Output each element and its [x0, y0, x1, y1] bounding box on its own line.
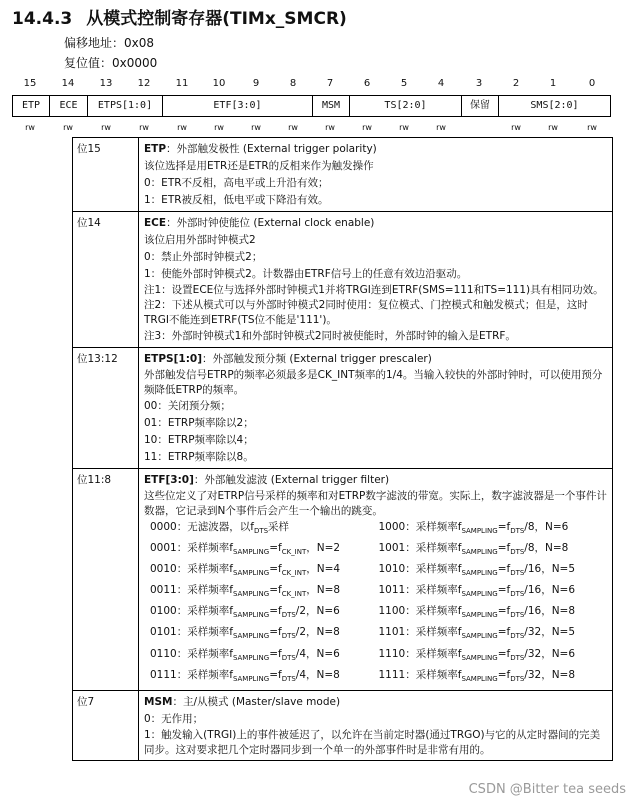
section-title [12, 4, 347, 29]
reset-value: 复位值：0x0000 [64, 56, 158, 70]
access-type: rw [139, 123, 149, 132]
desc-line: 1：触发输入(TRGI)上的事件被延迟了，以允许在当前定时器(通过TRGO)与它的从定时器间的完美同步。这对要求把几个定时器同步到一个单一的外部事件时是非常有用的。 [144, 728, 601, 756]
access-type: rw [214, 123, 224, 132]
bit-number: 2 [512, 78, 520, 89]
desc-line: 10：ETRP频率除以4； [144, 434, 254, 446]
filter-entry: 1111：采样频率$f_{SAMPLING}=f_{DTS}/32$，N=8 [378, 668, 576, 683]
bit-number: 1 [549, 78, 557, 89]
access-type: rw [177, 123, 187, 132]
desc-line: 外部触发信号ETRP的频率必须最多是CK_INT频率的1/4。当输入较快的外部时钟时，可以使用预分频降低ETRP的频率。 [144, 369, 603, 396]
access-row [12, 123, 612, 135]
field-name: ECE [144, 217, 167, 229]
filter-entry: 1110：采样频率$f_{SAMPLING}=f_{DTS}/32$，N=6 [378, 647, 576, 662]
desc-note: 注2：下述从模式可以与外部时钟模式2同时使用：复位模式、门控模式和触发模式；但是，这时TRGI不能连到ETRF(TS位不能是'111')。 [144, 299, 588, 326]
bit-number: 12 [137, 78, 151, 89]
row-msm [73, 690, 613, 760]
bit-number-row [12, 78, 612, 90]
access-type: rw [25, 123, 35, 132]
bit-number: 11 [175, 78, 189, 89]
access-type: rw [325, 123, 335, 132]
bit-description-table [72, 137, 613, 761]
bit-number: 6 [363, 78, 371, 89]
field-etf: ETF[3:0] [163, 96, 313, 116]
access-type: rw [548, 123, 558, 132]
bit-label: 位7 [73, 690, 139, 760]
filter-entry: 0011：采样频率$f_{SAMPLING}=f_{CK\_INT}$，N=8 [150, 584, 341, 599]
bit-number: 4 [437, 78, 445, 89]
row-etp [73, 138, 613, 212]
access-type: rw [587, 123, 597, 132]
field-reserved: 保留 [462, 96, 499, 116]
row-etf [73, 469, 613, 691]
field-name: ETF[3:0] [144, 474, 194, 486]
access-type: rw [288, 123, 298, 132]
filter-entry: 1011：采样频率$f_{SAMPLING}=f_{DTS}/16$，N=6 [378, 584, 576, 599]
field-etps: ETPS[1:0] [88, 96, 163, 116]
filter-col-left [144, 519, 379, 688]
section-number: 14.4.3 [12, 9, 73, 29]
field-title: ：外部触发预分频 (External trigger prescaler) [202, 353, 432, 365]
bit-number: 8 [289, 78, 297, 89]
row-ece [73, 212, 613, 348]
field-ts: TS[2:0] [350, 96, 462, 116]
bit-number: 3 [475, 78, 483, 89]
bit-number: 10 [212, 78, 226, 89]
bit-number: 7 [326, 78, 334, 89]
filter-entry: 1000：采样频率$f_{SAMPLING}=f_{DTS}/8$，N=6 [378, 521, 569, 536]
field-ece: ECE [50, 96, 88, 116]
field-title: ：外部触发极性 (External trigger polarity) [166, 143, 377, 155]
bit-description [139, 348, 613, 469]
register-bitfield [12, 95, 611, 117]
filter-table [144, 519, 607, 688]
filter-entry: 0010：采样频率$f_{SAMPLING}=f_{CK\_INT}$，N=4 [150, 563, 341, 578]
desc-note: 注1：设置ECE位与选择外部时钟模式1并将TRGI连到ETRF(SMS=111和TS=111)具有相同功效。 [144, 284, 604, 296]
bit-description [139, 690, 613, 760]
desc-line: 该位启用外部时钟模式2 [144, 234, 256, 246]
desc-line: 该位选择是用ETR还是ETR的反相来作为触发操作 [144, 160, 374, 172]
filter-entry: 0110：采样频率$f_{SAMPLING}=f_{DTS}/4$，N=6 [150, 647, 340, 662]
desc-line: 0：禁止外部时钟模式2； [144, 251, 263, 263]
register-title: 从模式控制寄存器(TIMx_SMCR) [86, 9, 347, 29]
field-name: ETP [144, 143, 167, 155]
desc-note: 注3：外部时钟模式1和外部时钟模式2同时被使能时，外部时钟的输入是ETRF。 [144, 330, 516, 342]
field-title: ：主/从模式 (Master/slave mode) [172, 695, 341, 708]
field-etp: ETP [13, 96, 50, 116]
desc-line: 11：ETRP频率除以8。 [144, 451, 254, 463]
bit-label: 位11:8 [73, 469, 139, 691]
bit-description [139, 212, 613, 348]
filter-entry: 1010：采样频率$f_{SAMPLING}=f_{DTS}/16$，N=5 [378, 563, 576, 578]
access-type: rw [399, 123, 409, 132]
field-name: ETPS[1:0] [144, 353, 203, 365]
field-title: ：外部触发滤波 (External trigger filter) [193, 474, 390, 486]
watermark: CSDN @Bitter tea seeds [468, 782, 626, 797]
filter-entry: 1101：采样频率$f_{SAMPLING}=f_{DTS}/32$，N=5 [378, 626, 576, 641]
desc-line: 这些位定义了对ETRP信号采样的频率和对ETRP数字滤波的带宽。实际上，数字滤波器是一个事件计数器，它记录到N个事件后会产生一个输出的跳变。 [144, 490, 607, 517]
filter-entry: 0101：采样频率$f_{SAMPLING}=f_{DTS}/2$，N=8 [150, 626, 340, 641]
bit-description [139, 469, 613, 691]
filter-entry: 0100：采样频率$f_{SAMPLING}=f_{DTS}/2$，N=6 [150, 605, 340, 620]
field-msm: MSM [313, 96, 350, 116]
bit-number: 13 [99, 78, 113, 89]
desc-line: 1：使能外部时钟模式2。计数器由ETRF信号上的任意有效边沿驱动。 [144, 268, 468, 280]
access-type: rw [101, 123, 111, 132]
bit-number: 14 [61, 78, 75, 89]
desc-line: 01：ETRP频率除以2； [144, 417, 254, 429]
field-name: MSM [144, 695, 173, 708]
field-sms: SMS[2:0] [530, 100, 579, 111]
bit-number: 0 [588, 78, 596, 89]
access-type: rw [436, 123, 446, 132]
bit-description [139, 138, 613, 212]
row-etps [73, 348, 613, 469]
offset-address: 偏移地址：0x08 [64, 36, 155, 50]
desc-line: 1：ETR被反相，低电平或下降沿有效。 [144, 194, 329, 206]
filter-entry: 0001：采样频率$f_{SAMPLING}=f_{CK\_INT}$，N=2 [150, 542, 341, 557]
filter-entry: 0111：采样频率$f_{SAMPLING}=f_{DTS}/4$，N=8 [150, 668, 340, 683]
filter-entry: 1100：采样频率$f_{SAMPLING}=f_{DTS}/16$，N=8 [378, 605, 576, 620]
access-type: rw [362, 123, 372, 132]
filter-col-right [379, 519, 608, 688]
bit-number: 9 [252, 78, 260, 89]
field-title: ：外部时钟使能位 (External clock enable) [166, 217, 375, 229]
access-type: rw [511, 123, 521, 132]
bit-label: 位15 [73, 138, 139, 212]
desc-line: 0：无作用； [144, 712, 204, 725]
bit-label: 位14 [73, 212, 139, 348]
bit-number: 15 [23, 78, 37, 89]
access-type: rw [63, 123, 73, 132]
desc-line: 00：关闭预分频； [144, 400, 231, 412]
desc-line: 0：ETR不反相，高电平或上升沿有效； [144, 177, 329, 189]
access-type: rw [251, 123, 261, 132]
bit-number: 5 [400, 78, 408, 89]
bit-label: 位13:12 [73, 348, 139, 469]
filter-entry: 0000：无滤波器，以$f_{DTS}$采样 [150, 521, 290, 536]
filter-entry: 1001：采样频率$f_{SAMPLING}=f_{DTS}/8$，N=8 [378, 542, 569, 557]
